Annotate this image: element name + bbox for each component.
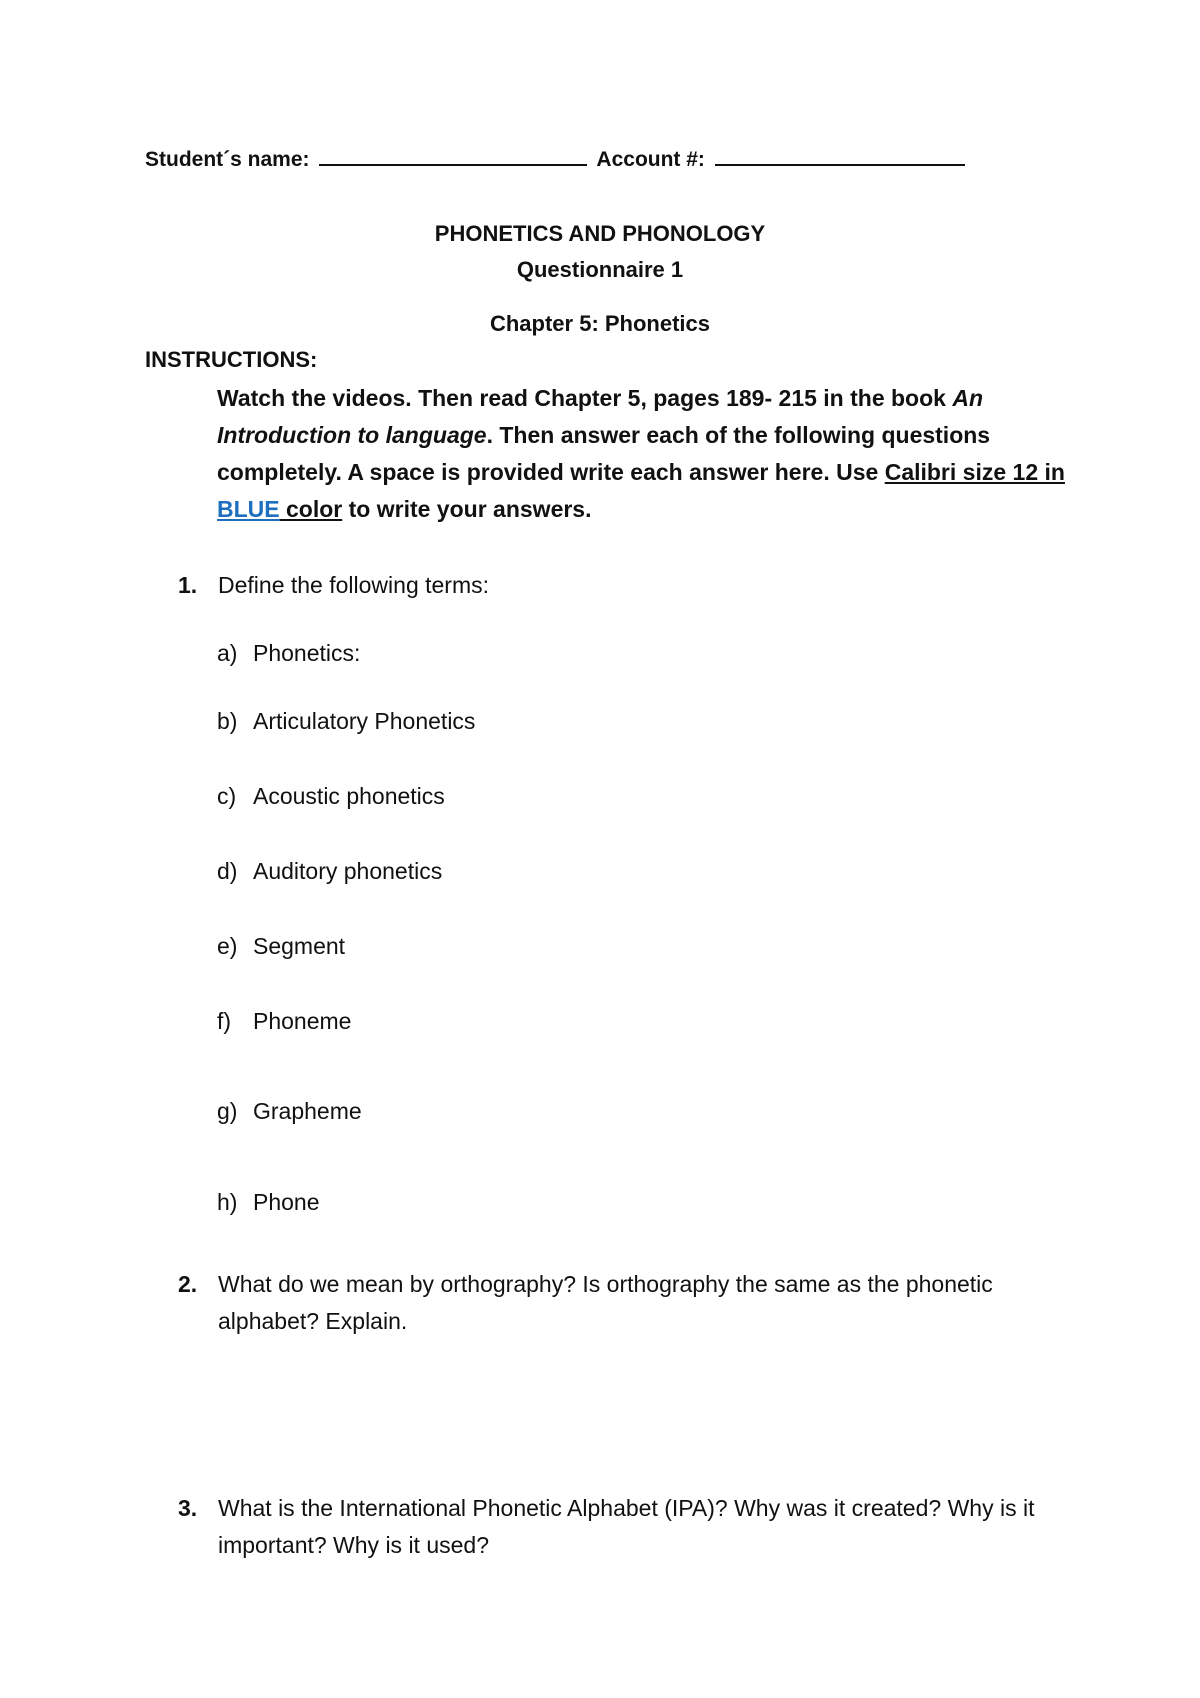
instructions-part2: . Then answer each of the following questions completely. A space is provided write each answer here. Use [217, 422, 991, 485]
term-letter: e) [217, 933, 238, 959]
term-text: Articulatory Phonetics [253, 708, 476, 734]
term-item [217, 640, 360, 667]
question-text: What do we mean by orthography? Is orthography the same as the phonetic alphabet? Explain. [218, 1271, 993, 1334]
term-letter: a) [217, 640, 238, 666]
question-3 [178, 1490, 1058, 1564]
color-suffix: color [279, 496, 343, 522]
term-letter: c) [217, 783, 237, 809]
font-spec: Calibri size 12 in [884, 459, 1065, 485]
instructions-part1: Watch the videos. Then read Chapter 5, pages 189- 215 in the book [217, 385, 953, 411]
chapter-title: Chapter 5: Phonetics [489, 311, 711, 336]
question-number: 1. [178, 572, 198, 598]
term-text: Auditory phonetics [253, 858, 443, 884]
student-name-blank [319, 146, 587, 166]
instructions-heading: INSTRUCTIONS: [145, 347, 318, 372]
question-number: 3. [178, 1495, 198, 1521]
instructions-part3: to write your answers. [342, 496, 592, 522]
term-text: Phone [253, 1189, 320, 1215]
term-letter: f) [217, 1008, 232, 1034]
blue-color-word: BLUE [217, 496, 280, 522]
term-item [217, 1098, 362, 1125]
term-text: Segment [253, 933, 346, 959]
term-text: Acoustic phonetics [253, 783, 445, 809]
term-text: Phonetics: [253, 640, 361, 666]
book-title: An Introduction to language [217, 385, 984, 448]
page-subtitle: Questionnaire 1 [516, 257, 684, 282]
term-letter: d) [217, 858, 238, 884]
page-title: PHONETICS AND PHONOLOGY [434, 221, 766, 246]
term-text: Phoneme [253, 1008, 352, 1034]
term-item [217, 858, 442, 885]
term-text: Grapheme [253, 1098, 362, 1124]
question-text: What is the International Phonetic Alphabet (IPA)? Why was it created? Why is it important? Why is it used? [218, 1495, 1035, 1558]
account-label: Account #: [596, 148, 705, 171]
question-number: 2. [178, 1271, 198, 1297]
term-letter: h) [217, 1189, 238, 1215]
question-1 [178, 567, 1058, 604]
term-letter: g) [217, 1098, 238, 1124]
term-letter: b) [217, 708, 238, 734]
term-item [217, 1189, 320, 1216]
question-text: Define the following terms: [218, 572, 490, 598]
instructions-body [217, 380, 1067, 528]
student-name-label: Student´s name: [145, 148, 310, 171]
term-item [217, 783, 445, 810]
term-item [217, 1008, 351, 1035]
header-line [145, 146, 969, 172]
question-2 [178, 1266, 1058, 1340]
account-blank [715, 146, 965, 166]
term-item [217, 708, 475, 735]
term-item [217, 933, 345, 960]
